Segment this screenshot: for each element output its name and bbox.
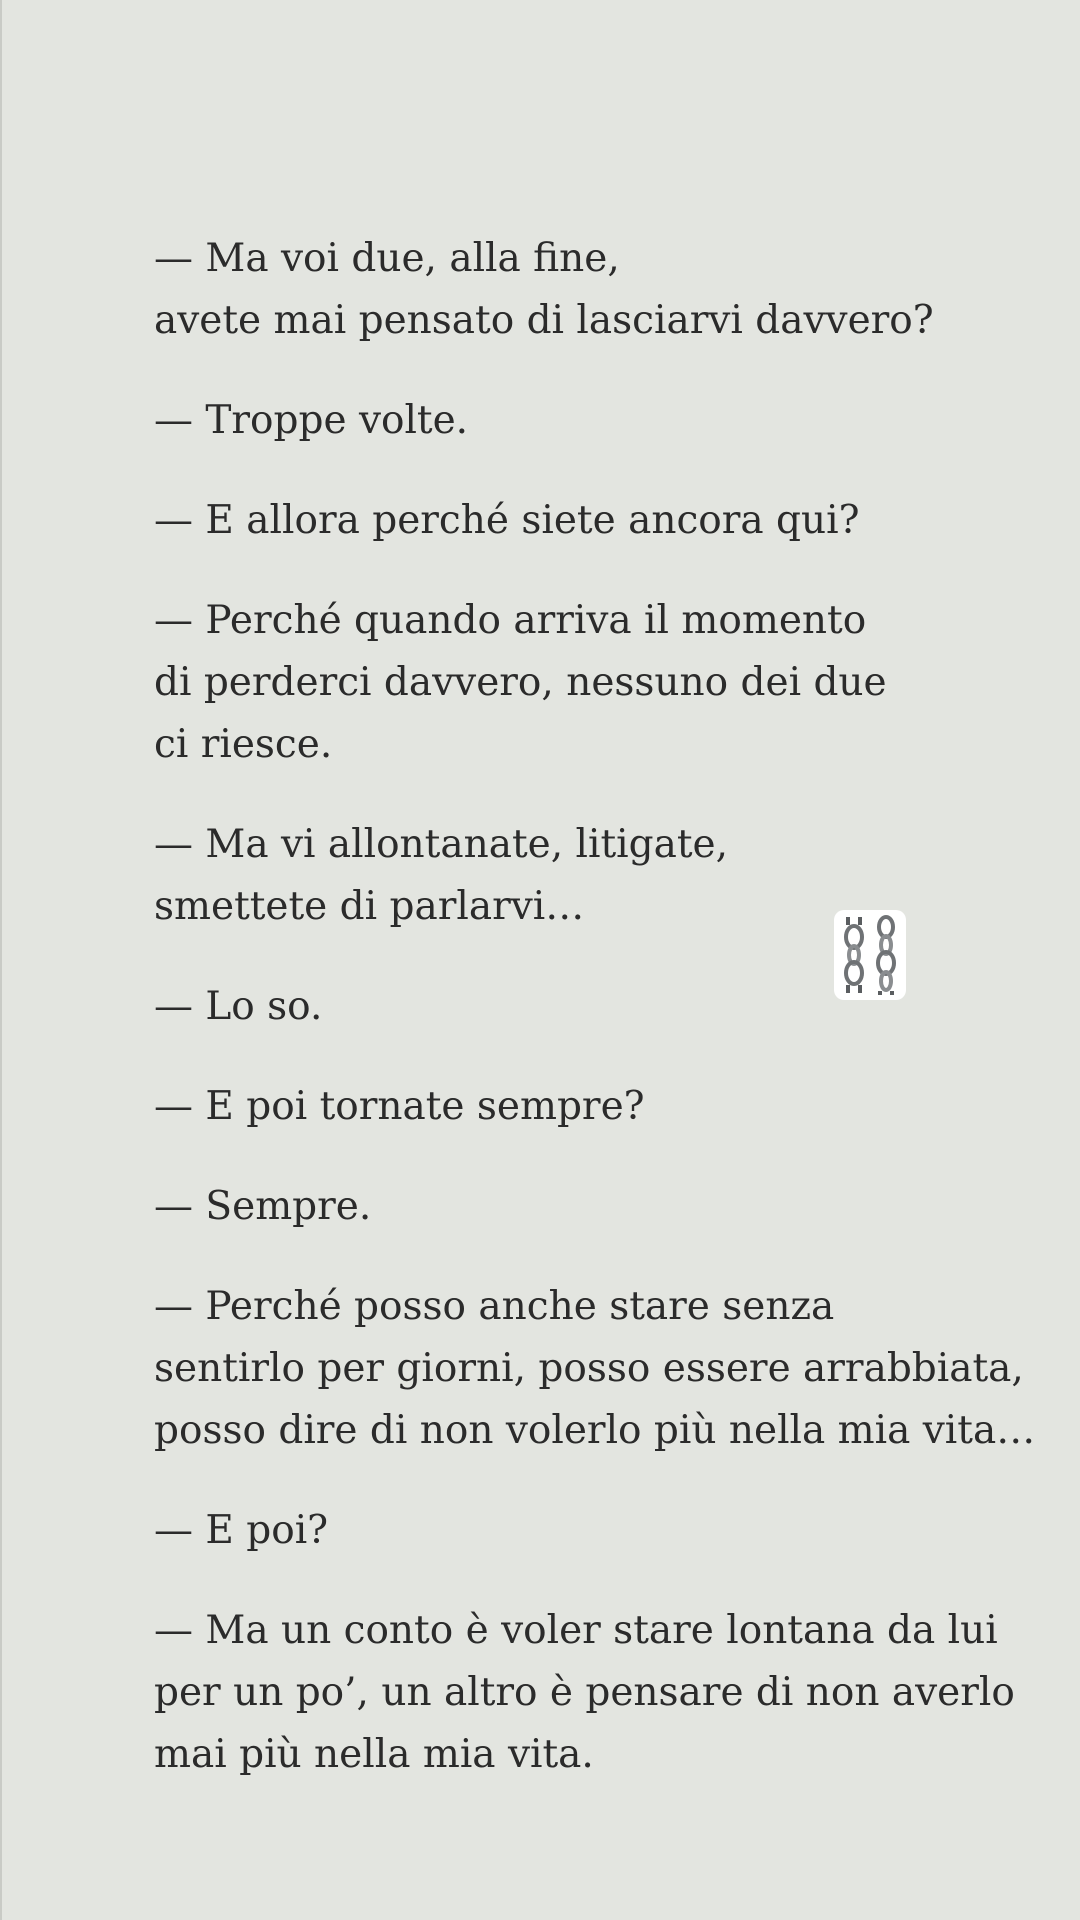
dialogue-line: — Perché posso anche stare senza bbox=[154, 1284, 835, 1329]
dialogue-line: — Ma voi due, alla fine, bbox=[154, 236, 620, 281]
dialogue-paragraph bbox=[154, 1500, 1034, 1562]
dialogue-line: di perderci davvero, nessuno dei due bbox=[154, 660, 887, 705]
dialogue-line: ci riesce. bbox=[154, 722, 333, 767]
dialogue-paragraph bbox=[154, 228, 1034, 352]
dialogue-line: — E poi tornate sempre? bbox=[154, 1084, 645, 1129]
dialogue-line: — Sempre. bbox=[154, 1184, 372, 1229]
dialogue-line: avete mai pensato di lasciarvi davvero? bbox=[154, 298, 934, 343]
chain-sticker bbox=[834, 910, 906, 1000]
dialogue-paragraph bbox=[154, 1276, 1034, 1462]
dialogue-line: — Lo so. bbox=[154, 984, 323, 1029]
dialogue-line: smettete di parlarvi… bbox=[154, 884, 585, 929]
dialogue-paragraph bbox=[154, 590, 1034, 776]
dialogue-paragraph bbox=[154, 390, 1034, 452]
dialogue-paragraph bbox=[154, 1076, 1034, 1138]
dialogue-line: sentirlo per giorni, posso essere arrabbiata, bbox=[154, 1346, 1024, 1391]
dialogue-line: — Ma un conto è voler stare lontana da lui bbox=[154, 1608, 998, 1653]
dialogue-line: — E allora perché siete ancora qui? bbox=[154, 498, 860, 543]
chain-icon bbox=[838, 913, 902, 997]
dialogue-text bbox=[154, 228, 1034, 1824]
dialogue-paragraph bbox=[154, 1600, 1034, 1786]
dialogue-line: — Ma vi allontanate, litigate, bbox=[154, 822, 728, 867]
dialogue-line: mai più nella mia vita. bbox=[154, 1732, 594, 1777]
dialogue-paragraph bbox=[154, 1176, 1034, 1238]
dialogue-line: posso dire di non volerlo più nella mia vita… bbox=[154, 1408, 1036, 1453]
dialogue-paragraph bbox=[154, 490, 1034, 552]
dialogue-line: per un po’, un altro è pensare di non averlo bbox=[154, 1670, 1015, 1715]
dialogue-line: — Troppe volte. bbox=[154, 398, 469, 443]
dialogue-line: — Perché quando arriva il momento bbox=[154, 598, 867, 643]
dialogue-line: — E poi? bbox=[154, 1508, 329, 1553]
